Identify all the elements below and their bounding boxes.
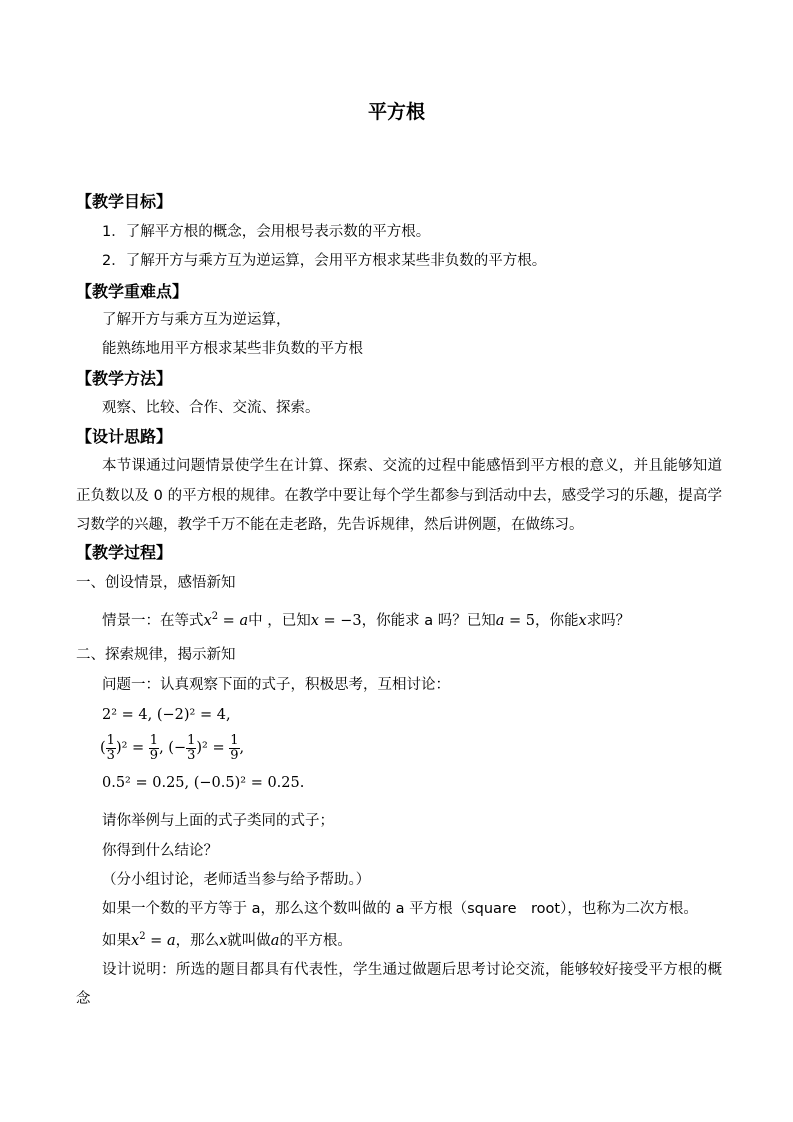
fraction-one-third-negative: $\frac{1}{3}$ — [187, 732, 196, 763]
methods-text: 观察、比较、合作、交流、探索。 — [102, 400, 320, 416]
goal-item-1: 1．了解平方根的概念，会用根号表示数的平方根。 — [102, 224, 431, 240]
part1-title: 一、创设情景，感悟新知 — [76, 575, 236, 591]
question-one: 问题一：认真观察下面的式子，积极思考，互相讨论： — [102, 677, 450, 693]
formula-line-2: ( $\frac{1}{3}$ )² = $\frac{1}{9}$ , (− $\frac{1}{3}$ )² = $\frac{1}{9}$ , — [100, 732, 245, 763]
scenario-prefix: 情景一：在等式 — [102, 612, 204, 629]
fraction-one-ninth: $\frac{1}{9}$ — [149, 732, 159, 763]
scenario-mid3: ，你能 — [535, 612, 579, 629]
section-heading-design: 【设计思路】 — [76, 427, 173, 446]
variable-a-2: a — [270, 932, 280, 949]
equation-x-squared-equals-a-2: $x^2 = a$ — [131, 931, 176, 949]
design-paragraph: 本节课通过问题情景使学生在计算、探索、交流的过程中能感悟到平方根的意义，并且能够知道正负数以及 0 的平方根的规律。在教学中要让每个学生都参与到活动中去，感受学习的乐趣，提高学习数学的兴趣，教学千万不能在走老路，先告诉规律，然后讲例题，在做练习。 — [76, 458, 722, 533]
fraction-one-ninth-result: $\frac{1}{9}$ — [230, 732, 239, 763]
equation-x-squared-equals-a: $x^2 = a$ — [203, 611, 249, 629]
definition-line-2: 如果$x^2 = a$，那么x就叫做a的平方根。 — [102, 931, 352, 949]
formula-line-3: 0.5² = 0.25, (−0.5)² = 0.25. — [102, 775, 305, 791]
section-heading-key-points: 【教学重难点】 — [76, 282, 189, 301]
scenario-mid2: ，你能求 a 吗？已知 — [361, 612, 496, 629]
equation-a-value: a = 5 — [495, 612, 535, 629]
prompt-group-discussion: （分小组讨论，老师适当参与给予帮助。） — [102, 872, 371, 888]
part2-title: 二、探索规律，揭示新知 — [76, 647, 236, 663]
prompt-examples: 请你举例与上面的式子类同的式子； — [102, 813, 334, 829]
section-heading-goals: 【教学目标】 — [76, 192, 173, 211]
section-heading-process: 【教学过程】 — [76, 543, 173, 562]
variable-x-2: x — [219, 932, 228, 949]
key-point-1: 了解开方与乘方互为逆运算， — [102, 312, 291, 328]
fraction-one-third: $\frac{1}{3}$ — [106, 732, 115, 763]
equation-x-value: x = −3 — [310, 612, 362, 629]
prompt-conclusion: 你得到什么结论？ — [102, 843, 218, 859]
design-note: 设计说明：所选的题目都具有代表性，学生通过做题后思考讨论交流，能够较好接受平方根的概念 — [76, 962, 722, 1007]
key-point-2: 能熟练地用平方根求某些非负数的平方根 — [102, 341, 363, 357]
goal-item-2: 2．了解开方与乘方互为逆运算，会用平方根求某些非负数的平方根。 — [102, 253, 547, 269]
scenario-suffix: 求吗？ — [586, 612, 631, 629]
formula-line-1: 2² = 4, (−2)² = 4, — [102, 707, 231, 723]
variable-x: x — [578, 612, 587, 629]
scenario-mid1: 中 ，已知 — [248, 612, 311, 629]
section-heading-methods: 【教学方法】 — [76, 369, 173, 388]
scenario-line — [102, 606, 630, 632]
page-title: 平方根 — [367, 101, 425, 123]
definition-square-root: 如果一个数的平方等于 a，那么这个数叫做的 a 平方根（square root），也称为二次方根。 — [102, 901, 698, 917]
